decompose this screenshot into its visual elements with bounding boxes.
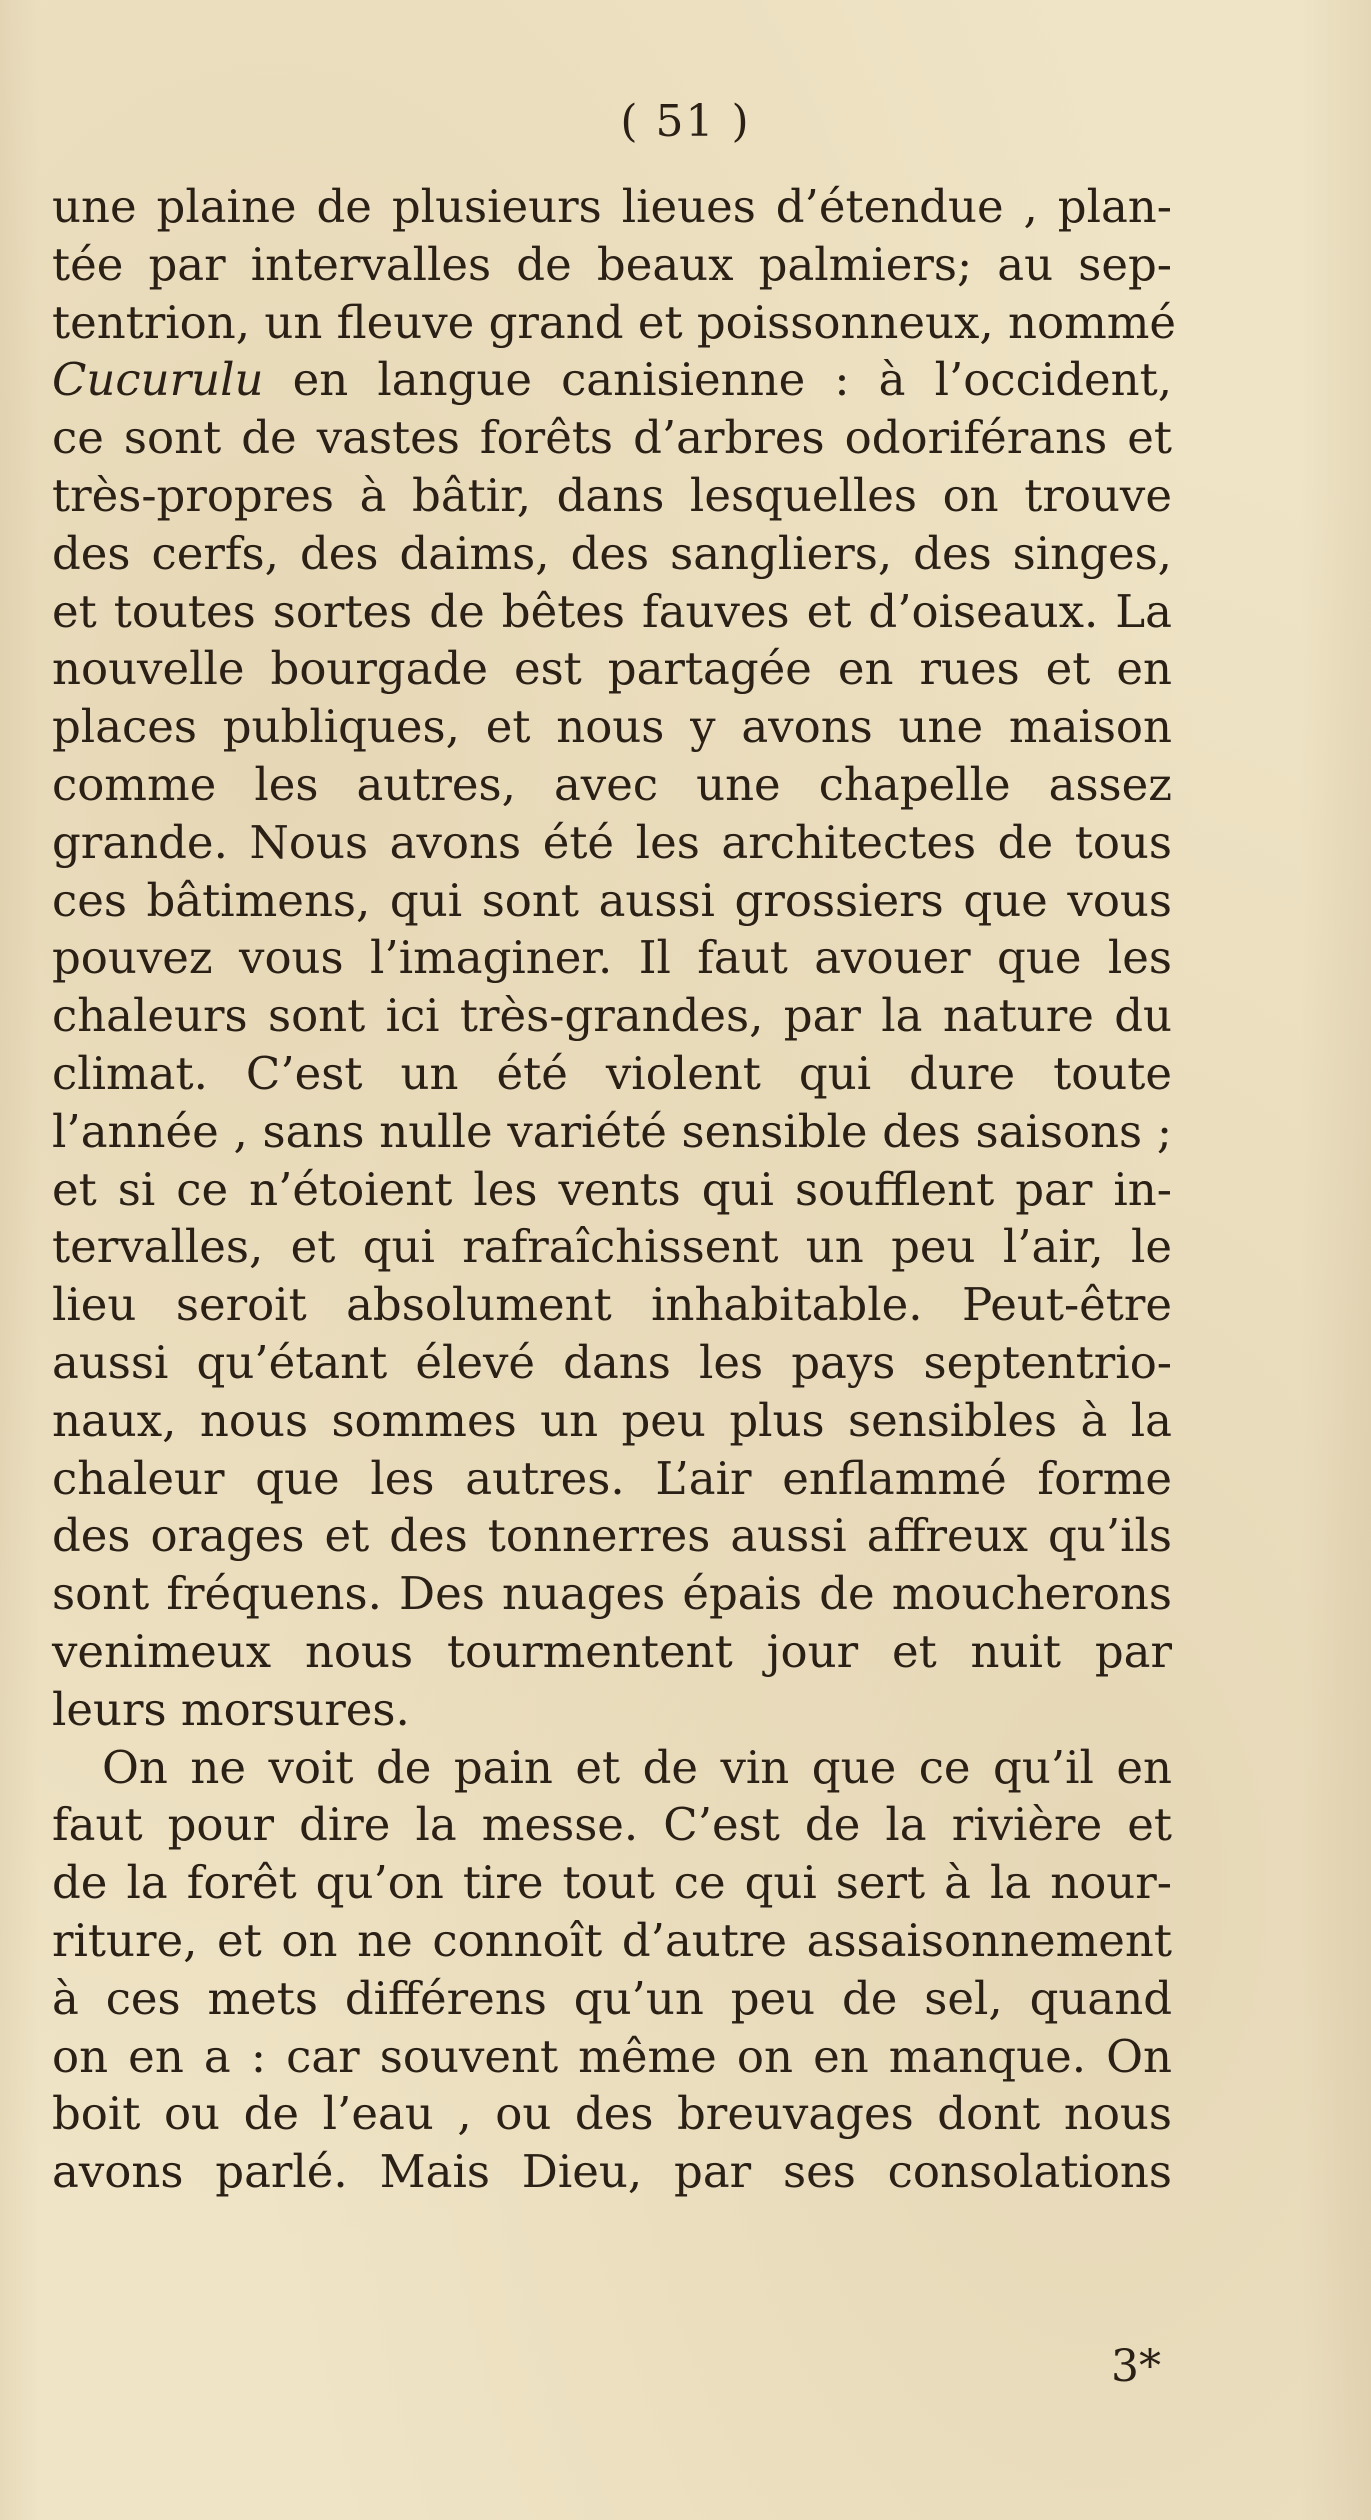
text-line: riture, et on ne connoît d’autre assaisonnement: [52, 1913, 1172, 1967]
text-line: grande. Nous avons été les architectes de tous: [52, 815, 1172, 869]
signature-mark: 3*: [1111, 2341, 1161, 2392]
text-line: venimeux nous tourmentent jour et nuit par: [52, 1624, 1172, 1678]
text-line: places publiques, et nous y avons une maison: [52, 700, 1172, 754]
text-line: et si ce n’étoient les vents qui soufflent par in-: [52, 1162, 1172, 1216]
italic-river-name: Cucurulu: [52, 353, 264, 407]
text-line: chaleur que les autres. L’air enflammé forme: [52, 1451, 1172, 1505]
text-line: à ces mets différens qu’un peu de sel, quand: [52, 1971, 1172, 2025]
text-line: chaleurs sont ici très-grandes, par la nature du: [52, 989, 1172, 1043]
text-line: tervalles, et qui rafraîchissent un peu l’air, le: [52, 1220, 1172, 1274]
text-line: comme les autres, avec une chapelle assez: [52, 757, 1172, 811]
text-line: aussi qu’étant élevé dans les pays septentrio-: [52, 1335, 1172, 1389]
text-line: lieu seroit absolument inhabitable. Peut-être: [52, 1278, 1172, 1332]
text-line: ces bâtimens, qui sont aussi grossiers que vous: [52, 873, 1172, 927]
text-line: on en a : car souvent même on en manque. On: [52, 2029, 1172, 2083]
text-line: tentrion, un fleuve grand et poissonneux, nommé: [52, 295, 1177, 349]
text-line: nouvelle bourgade est partagée en rues et en: [52, 642, 1172, 696]
text-line: [52, 351, 1172, 409]
text-line: de la forêt qu’on tire tout ce qui sert à la nour-: [52, 1856, 1172, 1910]
text-line: climat. C’est un été violent qui dure toute: [52, 1046, 1172, 1100]
text-line: tée par intervalles de beaux palmiers; au sep-: [52, 237, 1172, 291]
text-line: faut pour dire la messe. C’est de la rivière et: [52, 1798, 1172, 1852]
text-line: des orages et des tonnerres aussi affreux qu’ils: [52, 1509, 1172, 1563]
paragraph-start-line: On ne voit de pain et de vin que ce qu’il en: [102, 1740, 1172, 1794]
paragraph-end-line: leurs morsures.: [52, 1682, 410, 1736]
text-line: l’année , sans nulle variété sensible des saisons ;: [52, 1104, 1172, 1158]
text-line: ce sont de vastes forêts d’arbres odoriférans et: [52, 411, 1172, 465]
text-line-rest: en langue canisienne : à l’occident,: [263, 353, 1172, 407]
text-line: pouvez vous l’imaginer. Il faut avouer que les: [52, 931, 1172, 985]
text-line: des cerfs, des daims, des sangliers, des singes,: [52, 526, 1172, 580]
text-line: naux, nous sommes un peu plus sensibles à la: [52, 1393, 1172, 1447]
text-line: une plaine de plusieurs lieues d’étendue , plan-: [52, 180, 1172, 233]
page-number-header: ( 51 ): [620, 96, 751, 147]
text-line: très-propres à bâtir, dans lesquelles on trouve: [52, 468, 1172, 522]
text-line: avons parlé. Mais Dieu, par ses consolations: [52, 2145, 1172, 2199]
body-text: [52, 178, 1177, 2201]
text-line: sont fréquens. Des nuages épais de moucherons: [52, 1567, 1172, 1621]
text-line: boit ou de l’eau , ou des breuvages dont nous: [52, 2087, 1172, 2141]
text-line: et toutes sortes de bêtes fauves et d’oiseaux. La: [52, 584, 1172, 638]
